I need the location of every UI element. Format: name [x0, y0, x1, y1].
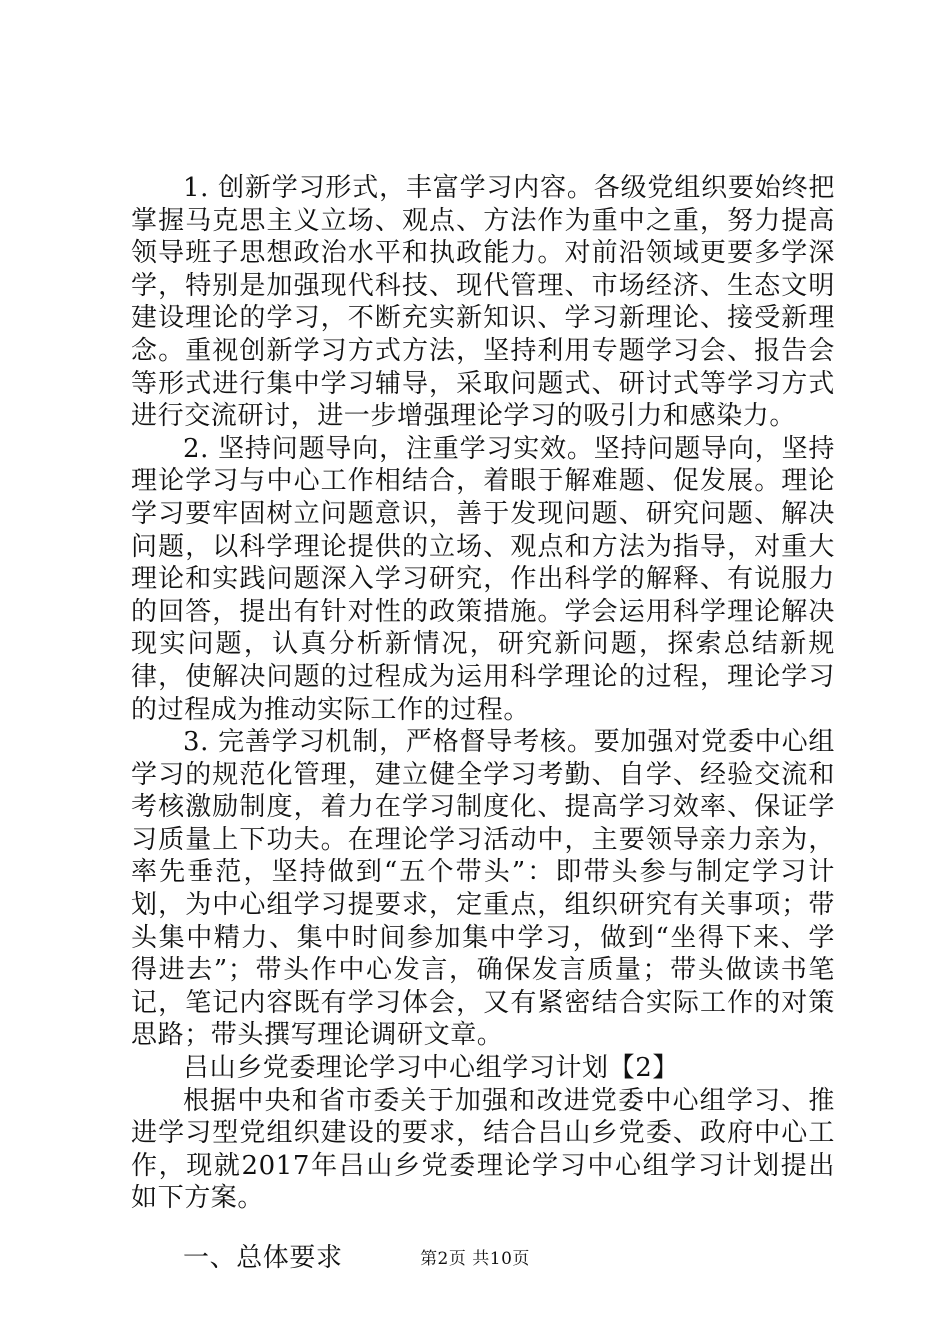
paragraph-plan-intro: 根据中央和省市委关于加强和改进党委中心组学习、推进学习型党组织建设的要求，结合吕山乡党委、政府中心工作，现就2017年吕山乡党委理论学习中心组学习计划提出如下方案。 [131, 1085, 835, 1214]
section-heading-general-requirements: 一、总体要求 [183, 1243, 343, 1273]
plan-title: 吕山乡党委理论学习中心组学习计划【2】 [183, 1053, 679, 1084]
paragraph-innovate-learning: 1. 创新学习形式，丰富学习内容。各级党组织要始终把掌握马克思主义立场、观点、方法作为重中之重，努力提高领导班子思想政治水平和执政能力。对前沿领域更要多学深学，特别是加强现代科技、现代管理、市场经济、生态文明建设理论的学习，不断充实新知识、学习新理论、接受新理念。重视创新学习方式方法，坚持利用专题学习会、报告会等形式进行集中学习辅导，采取问题式、研讨式等学习方式进行交流研讨，进一步增强理论学习的吸引力和感染力。 [131, 173, 835, 432]
paragraph-learning-mechanism: 3. 完善学习机制，严格督导考核。要加强对党委中心组学习的规范化管理，建立健全学习考勤、自学、经验交流和考核激励制度，着力在学习制度化、提高学习效率、保证学习质量上下功夫。在理论学习活动中，主要领导亲力亲为，率先垂范，坚持做到“五个带头”：即带头参与制定学习计划，为中心组学习提要求，定重点，组织研究有关事项；带头集中精力、集中时间参加集中学习，做到“坐得下来、学得进去”；带头作中心发言，确保发言质量；带头做读书笔记，笔记内容既有学习体会，又有紧密结合实际工作的对策思路；带头撰写理论调研文章。 [131, 727, 835, 1051]
paragraph-problem-oriented: 2. 坚持问题导向，注重学习实效。坚持问题导向，坚持理论学习与中心工作相结合，着眼于解难题、促发展。理论学习要牢固树立问题意识，善于发现问题、研究问题、解决问题，以科学理论提供的立场、观点和方法为指导，对重大理论和实践问题深入学习研究，作出科学的解释、有说服力的回答，提出有针对性的政策措施。学会运用科学理论解决现实问题，认真分析新情况，研究新问题，探索总结新规律，使解决问题的过程成为运用科学理论的过程，理论学习的过程成为推动实际工作的过程。 [131, 433, 835, 725]
page-footer: 第2页 共10页 [420, 1249, 530, 1269]
document-body [131, 172, 835, 1275]
